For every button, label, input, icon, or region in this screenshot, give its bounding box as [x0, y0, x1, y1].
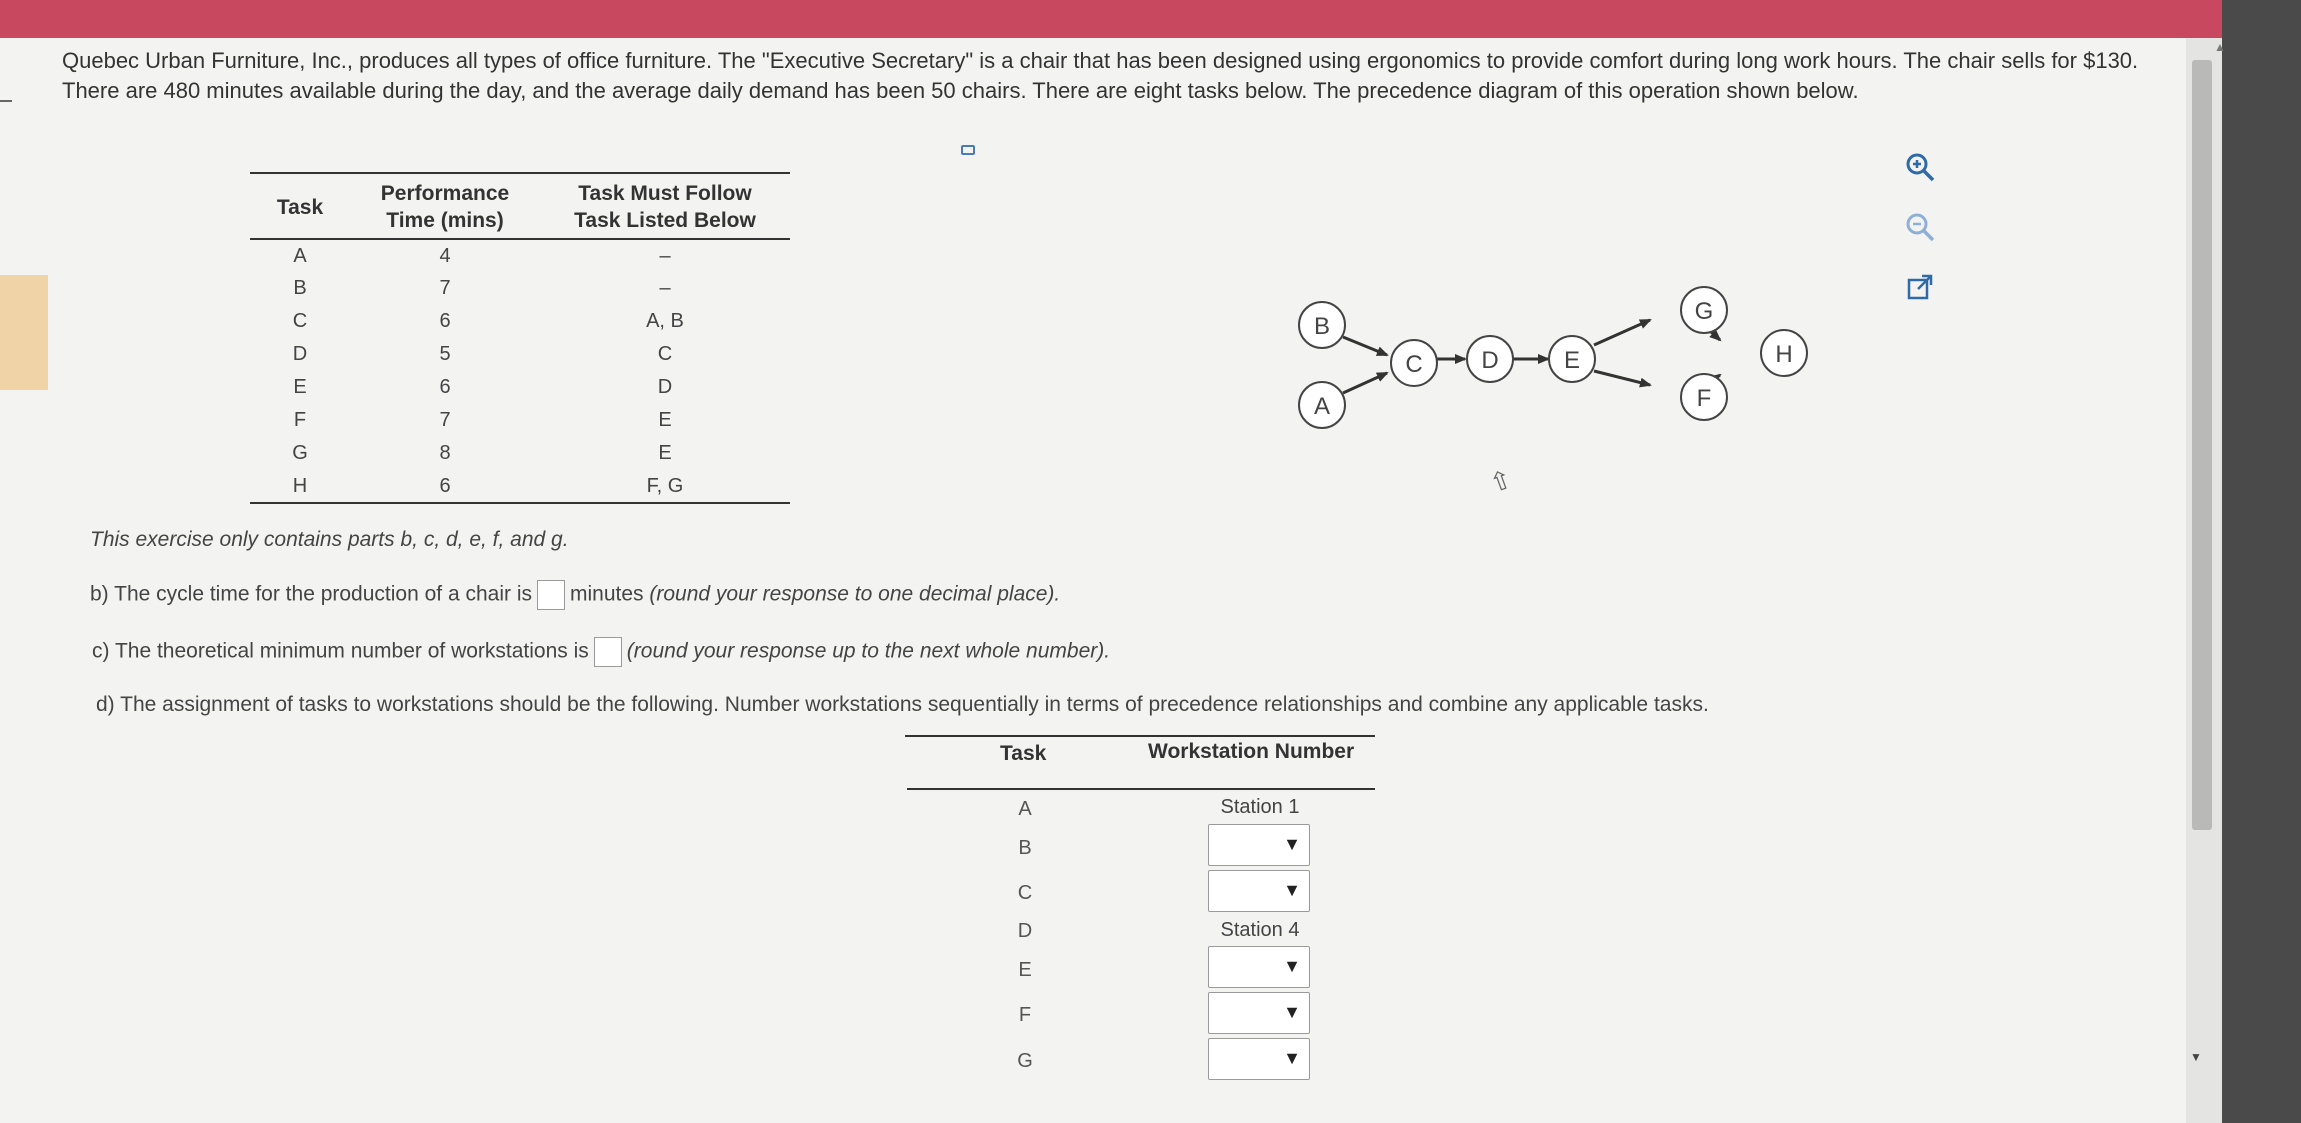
- table-row: [250, 470, 790, 503]
- table-row: [250, 338, 790, 371]
- assign-task-a: A: [1018, 798, 1032, 820]
- part-b-text: b) The cycle time for the production of a chair is: [90, 582, 532, 606]
- time-cell: 6: [439, 376, 451, 398]
- edge-e-g: [1594, 320, 1650, 345]
- node-d-label: D: [1481, 347, 1499, 374]
- assign-task-f: F: [1018, 1004, 1032, 1026]
- time-cell: 8: [439, 442, 451, 464]
- assign-task-c: C: [1017, 882, 1033, 904]
- table-row: [250, 305, 790, 338]
- node-f-label: F: [1696, 385, 1712, 412]
- station-select-b[interactable]: [1208, 824, 1310, 866]
- task-cell: F: [293, 409, 307, 431]
- assign-task-g: G: [1017, 1050, 1033, 1072]
- time-cell: 6: [350, 470, 540, 503]
- zoom-out-icon[interactable]: [1900, 207, 1940, 247]
- node-a-label: A: [1313, 393, 1331, 420]
- scroll-down-icon[interactable]: ▼: [2190, 1050, 2202, 1064]
- part-c-hint: (round your response up to the next whole number).: [626, 639, 1111, 663]
- station-select-c[interactable]: [1208, 870, 1310, 912]
- table-row: [250, 371, 790, 404]
- time-cell: 6: [439, 310, 451, 332]
- table-row: [250, 437, 790, 470]
- follow-cell: –: [659, 244, 671, 267]
- node-e-label: E: [1563, 347, 1581, 374]
- assign-table-header-rule: [907, 788, 1375, 790]
- assign-task-e: E: [1018, 959, 1032, 981]
- assign-table-top-rule: [905, 735, 1375, 737]
- col-follow: [540, 173, 790, 239]
- time-cell: 7: [439, 277, 451, 299]
- left-side-marker: [0, 275, 48, 390]
- mouse-cursor-icon: ⇧: [1485, 463, 1517, 499]
- exercise-note-text: This exercise only contains parts b, c, d, e, f, and g.: [90, 528, 569, 551]
- problem-intro: Quebec Urban Furniture, Inc., produces all types of office furniture. The "Executive Secretary" is a chair that has been designed using ergonomics to provide comfort during long work hours. The chair sells for $130. There are 480 minutes available during the day, and the average daily demand has been 50 chairs. There are eight tasks below. The precedence diagram of this operation shown below.: [62, 48, 2139, 103]
- task-cell: D: [292, 343, 308, 365]
- top-bar: [0, 0, 2301, 38]
- assign-col-station: Workstation Number: [1148, 740, 1355, 763]
- task-cell: A: [293, 244, 307, 267]
- col-time-line1: Performance: [380, 182, 510, 205]
- assign-task-b: B: [1018, 837, 1032, 859]
- task-cell: C: [292, 310, 308, 332]
- assign-task-d: D: [1017, 920, 1033, 942]
- col-time: [350, 173, 540, 239]
- time-cell: 5: [439, 343, 451, 365]
- assign-col-task: Task: [1000, 742, 1047, 765]
- left-dash: [0, 100, 12, 102]
- station-a-value: Station 1: [1220, 796, 1300, 818]
- exercise-note: [90, 528, 569, 552]
- table-row: [250, 404, 790, 437]
- node-g-label: G: [1694, 298, 1714, 325]
- col-follow-line1: Task Must Follow: [578, 182, 752, 205]
- scrollbar-thumb[interactable]: [2192, 60, 2212, 830]
- station-select-g[interactable]: [1208, 1038, 1310, 1080]
- follow-cell: D: [657, 376, 673, 398]
- scroll-up-icon[interactable]: ▲: [2214, 40, 2226, 54]
- station-d-value: Station 4: [1220, 919, 1300, 941]
- popout-icon[interactable]: [1900, 267, 1940, 307]
- chevron-down-icon: ▼: [1283, 1002, 1301, 1022]
- part-b-hint: (round your response to one decimal place).: [649, 582, 1061, 606]
- follow-cell: F, G: [540, 470, 790, 503]
- follow-cell: A, B: [646, 310, 684, 332]
- expand-table-icon[interactable]: [961, 145, 975, 155]
- node-h-label: H: [1775, 341, 1793, 368]
- node-b-label: B: [1313, 313, 1331, 340]
- min-workstations-input[interactable]: [594, 637, 622, 667]
- station-select-f[interactable]: [1208, 992, 1310, 1034]
- follow-cell: E: [658, 442, 672, 464]
- node-c-label: C: [1405, 351, 1423, 378]
- station-select-e[interactable]: [1208, 946, 1310, 988]
- col-task: Task: [250, 173, 350, 239]
- task-cell: H: [250, 470, 350, 503]
- chevron-down-icon: ▼: [1283, 956, 1301, 976]
- chevron-down-icon: ▼: [1283, 1048, 1301, 1068]
- screen-edge: [2222, 0, 2301, 1123]
- part-c: [92, 637, 1110, 667]
- cycle-time-input[interactable]: [537, 580, 565, 610]
- chevron-down-icon: ▼: [1283, 880, 1301, 900]
- part-c-text: c) The theoretical minimum number of workstations is: [92, 639, 589, 663]
- task-table: [250, 172, 790, 504]
- part-d: d) The assignment of tasks to workstations should be the following. Number workstations sequentially in terms of precedence relationships and combine any applicable tasks.: [96, 693, 1709, 716]
- task-cell: B: [293, 277, 307, 299]
- follow-cell: E: [658, 409, 672, 431]
- time-cell: 7: [439, 409, 451, 431]
- follow-cell: –: [659, 277, 671, 299]
- col-follow-line2: Task Listed Below: [574, 209, 756, 232]
- edge-e-f: [1594, 371, 1650, 385]
- follow-cell: C: [657, 343, 673, 365]
- task-cell: G: [292, 442, 308, 464]
- part-b-unit: minutes: [569, 582, 644, 606]
- edge-b-c: [1343, 337, 1387, 355]
- part-b: [90, 580, 1060, 610]
- edge-a-c: [1343, 373, 1387, 393]
- precedence-diagram: [1290, 275, 1850, 435]
- col-time-line2: Time (mins): [386, 209, 504, 232]
- task-cell: E: [293, 376, 307, 398]
- chevron-down-icon: ▼: [1283, 834, 1301, 854]
- time-cell: 4: [439, 244, 451, 267]
- table-row: [250, 239, 790, 272]
- zoom-in-icon[interactable]: [1900, 147, 1940, 187]
- table-row: [250, 272, 790, 305]
